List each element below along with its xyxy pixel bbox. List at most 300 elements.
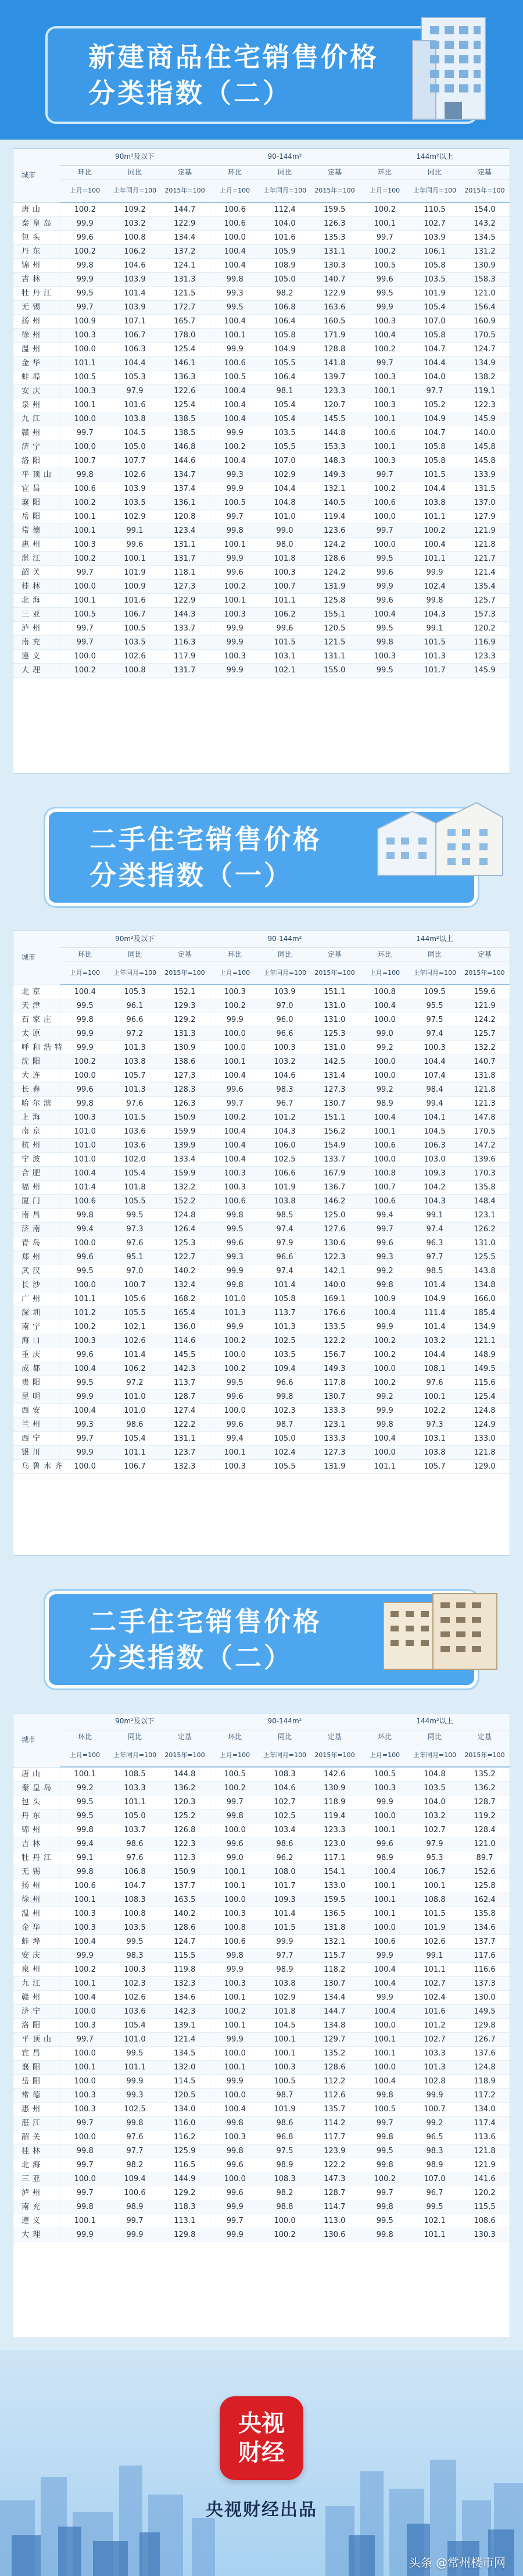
index-value: 99.9 bbox=[210, 552, 260, 566]
index-value: 122.3 bbox=[310, 1250, 360, 1264]
index-value: 170.5 bbox=[460, 1125, 510, 1139]
city-name: 金华 bbox=[13, 1921, 60, 1935]
index-value: 100.2 bbox=[60, 496, 110, 510]
col-mom-base: 上月=100 bbox=[60, 179, 110, 202]
index-value: 103.3 bbox=[410, 2047, 460, 2061]
index-value: 100.0 bbox=[60, 2047, 110, 2061]
index-value: 99.9 bbox=[60, 1949, 110, 1963]
index-value: 103.9 bbox=[260, 985, 310, 999]
index-value: 99.7 bbox=[60, 301, 110, 315]
index-value: 100.0 bbox=[260, 2214, 310, 2228]
index-value: 100.4 bbox=[360, 1977, 410, 1991]
city-name: 南充 bbox=[13, 636, 60, 650]
index-value: 178.0 bbox=[160, 329, 210, 343]
index-value: 134.9 bbox=[460, 357, 510, 370]
index-value: 100.3 bbox=[260, 2061, 310, 2075]
index-value: 137.2 bbox=[160, 245, 210, 259]
index-value: 101.3 bbox=[260, 1320, 310, 1334]
index-value: 101.0 bbox=[110, 1404, 160, 1418]
col-mom-base: 上月=100 bbox=[60, 1744, 110, 1767]
index-value: 124.1 bbox=[160, 259, 210, 273]
index-value: 99.1 bbox=[410, 622, 460, 636]
index-value: 136.5 bbox=[310, 1907, 360, 1921]
index-value: 99.7 bbox=[360, 357, 410, 370]
index-value: 113.0 bbox=[310, 2214, 360, 2228]
city-name: 惠州 bbox=[13, 538, 60, 552]
index-value: 112.6 bbox=[310, 2089, 360, 2103]
index-value: 106.3 bbox=[110, 343, 160, 357]
col-mom-base: 上月=100 bbox=[210, 179, 260, 202]
table-row bbox=[13, 202, 510, 217]
section-title-line1: 二手住宅销售价格 bbox=[89, 824, 322, 855]
index-value: 102.9 bbox=[260, 468, 310, 482]
col-mom-base: 上月=100 bbox=[360, 961, 410, 985]
index-value: 142.3 bbox=[160, 2005, 210, 2019]
index-value: 102.6 bbox=[110, 650, 160, 664]
cctv-finance-logo bbox=[220, 2396, 303, 2480]
city-name: 韶关 bbox=[13, 2130, 60, 2144]
index-value: 138.2 bbox=[460, 370, 510, 384]
city-name: 遵义 bbox=[13, 650, 60, 664]
city-name: 平顶山 bbox=[13, 468, 60, 482]
col-yoy-base: 上年同月=100 bbox=[260, 961, 310, 985]
table-row bbox=[13, 398, 510, 412]
index-value: 109.2 bbox=[110, 202, 160, 217]
index-value: 100.1 bbox=[260, 2033, 310, 2047]
index-value: 131.0 bbox=[310, 999, 360, 1013]
index-value: 115.6 bbox=[460, 1376, 510, 1390]
city-name: 襄阳 bbox=[13, 2061, 60, 2075]
index-value: 99.9 bbox=[60, 2228, 110, 2242]
index-value: 100.1 bbox=[360, 384, 410, 398]
index-value: 100.4 bbox=[210, 315, 260, 329]
index-value: 166.0 bbox=[460, 1292, 510, 1306]
col-yoy-base: 上年同月=100 bbox=[410, 961, 460, 985]
col-fixed-base: 2015年=100 bbox=[160, 1744, 210, 1767]
index-value: 100.5 bbox=[210, 1767, 260, 1782]
index-value: 99.6 bbox=[60, 1083, 110, 1097]
city-name: 大连 bbox=[13, 1069, 60, 1083]
index-value: 127.4 bbox=[160, 1404, 210, 1418]
index-value: 159.9 bbox=[160, 1125, 210, 1139]
index-value: 99.9 bbox=[110, 2228, 160, 2242]
index-value: 132.1 bbox=[310, 482, 360, 496]
index-value: 100.0 bbox=[210, 2089, 260, 2103]
index-value: 113.1 bbox=[160, 2214, 210, 2228]
index-value: 130.7 bbox=[310, 1097, 360, 1111]
index-value: 99.6 bbox=[210, 1390, 260, 1404]
table-row bbox=[13, 1027, 510, 1041]
index-value: 106.0 bbox=[260, 1139, 310, 1153]
table-row bbox=[13, 2117, 510, 2130]
table-row bbox=[13, 1041, 510, 1055]
watermark: 头条 @常州楼市网 bbox=[409, 2556, 506, 2570]
index-value: 101.5 bbox=[410, 1907, 460, 1921]
col-mom-base: 上月=100 bbox=[210, 961, 260, 985]
index-value: 100.4 bbox=[360, 999, 410, 1013]
col-yoy-base: 上年同月=100 bbox=[110, 1744, 160, 1767]
index-value: 100.5 bbox=[210, 370, 260, 384]
index-value: 100.0 bbox=[60, 2130, 110, 2144]
city-name: 吉林 bbox=[13, 273, 60, 287]
index-value: 99.2 bbox=[360, 1041, 410, 1055]
index-value: 104.9 bbox=[260, 343, 310, 357]
index-value: 131.4 bbox=[310, 1069, 360, 1083]
index-value: 99.6 bbox=[360, 1837, 410, 1851]
index-value: 99.8 bbox=[210, 524, 260, 538]
index-value: 106.3 bbox=[410, 1139, 460, 1153]
index-value: 139.9 bbox=[160, 1139, 210, 1153]
index-value: 100.4 bbox=[210, 2103, 260, 2117]
index-value: 97.4 bbox=[260, 1223, 310, 1237]
index-value: 103.5 bbox=[110, 636, 160, 650]
index-value: 131.5 bbox=[460, 482, 510, 496]
col-fixed: 定基 bbox=[160, 1730, 210, 1744]
index-value: 100.1 bbox=[210, 329, 260, 343]
table-row bbox=[13, 2103, 510, 2117]
index-value: 96.3 bbox=[410, 1237, 460, 1250]
index-value: 100.1 bbox=[110, 552, 160, 566]
index-value: 97.9 bbox=[110, 384, 160, 398]
index-value: 98.3 bbox=[110, 1949, 160, 1963]
index-value: 116.5 bbox=[160, 2158, 210, 2172]
col-mom-base: 上月=100 bbox=[210, 1744, 260, 1767]
index-value: 108.3 bbox=[260, 1767, 310, 1782]
index-value: 134.8 bbox=[460, 1278, 510, 1292]
table-row bbox=[13, 1139, 510, 1153]
index-value: 104.6 bbox=[260, 1069, 310, 1083]
col-mom-base: 上月=100 bbox=[360, 1744, 410, 1767]
index-value: 148.3 bbox=[310, 454, 360, 468]
index-value: 125.2 bbox=[160, 1809, 210, 1823]
index-value: 104.7 bbox=[410, 343, 460, 357]
index-value: 100.6 bbox=[210, 357, 260, 370]
index-value: 102.5 bbox=[260, 1809, 310, 1823]
index-value: 100.2 bbox=[360, 2172, 410, 2186]
city-name: 北京 bbox=[13, 985, 60, 999]
table-row bbox=[13, 1795, 510, 1809]
table-row bbox=[13, 412, 510, 426]
index-value: 101.0 bbox=[60, 1153, 110, 1167]
index-value: 102.2 bbox=[410, 1404, 460, 1418]
table-row bbox=[13, 2172, 510, 2186]
table-row bbox=[13, 482, 510, 496]
index-value: 100.0 bbox=[60, 2075, 110, 2089]
index-value: 100.6 bbox=[210, 202, 260, 217]
index-value: 99.2 bbox=[410, 2117, 460, 2130]
index-value: 103.1 bbox=[260, 650, 310, 664]
index-value: 117.8 bbox=[310, 1376, 360, 1390]
index-value: 101.6 bbox=[110, 594, 160, 608]
index-value: 106.7 bbox=[110, 1460, 160, 1474]
index-value: 105.4 bbox=[110, 1167, 160, 1181]
col-yoy-base: 上年同月=100 bbox=[410, 1744, 460, 1767]
col-mom: 环比 bbox=[210, 1730, 260, 1744]
index-value: 102.5 bbox=[260, 1153, 310, 1167]
index-value: 100.0 bbox=[60, 440, 110, 454]
city-name: 遵义 bbox=[13, 2214, 60, 2228]
index-value: 130.3 bbox=[460, 2228, 510, 2242]
index-value: 100.6 bbox=[360, 1935, 410, 1949]
table-row bbox=[13, 1264, 510, 1278]
index-value: 159.6 bbox=[460, 985, 510, 999]
index-value: 125.8 bbox=[460, 1879, 510, 1893]
index-value: 102.4 bbox=[410, 1991, 460, 2005]
index-value: 108.0 bbox=[260, 1865, 310, 1879]
index-value: 96.5 bbox=[410, 2130, 460, 2144]
index-value: 118.9 bbox=[460, 2075, 510, 2089]
index-value: 100.0 bbox=[210, 2047, 260, 2061]
index-value: 170.5 bbox=[460, 329, 510, 343]
index-value: 99.9 bbox=[60, 1041, 110, 1055]
price-index-table bbox=[13, 931, 510, 1474]
index-value: 100.6 bbox=[360, 1195, 410, 1209]
city-name: 常德 bbox=[13, 524, 60, 538]
section-title-line2: 分类指数（二） bbox=[88, 77, 292, 109]
index-value: 131.0 bbox=[460, 1237, 510, 1250]
index-value: 124.8 bbox=[160, 1209, 210, 1223]
col-yoy: 同比 bbox=[260, 947, 310, 961]
index-value: 160.9 bbox=[460, 315, 510, 329]
index-value: 137.7 bbox=[460, 1935, 510, 1949]
index-value: 99.5 bbox=[210, 1376, 260, 1390]
index-value: 100.4 bbox=[210, 384, 260, 398]
index-value: 172.7 bbox=[160, 301, 210, 315]
index-value: 101.5 bbox=[410, 636, 460, 650]
index-value: 98.2 bbox=[260, 287, 310, 301]
index-value: 102.6 bbox=[110, 468, 160, 482]
index-value: 121.9 bbox=[460, 2158, 510, 2172]
index-value: 137.4 bbox=[160, 482, 210, 496]
index-value: 165.7 bbox=[160, 315, 210, 329]
col-fixed: 定基 bbox=[310, 1730, 360, 1744]
col-yoy-base: 上年同月=100 bbox=[110, 961, 160, 985]
index-value: 98.0 bbox=[260, 538, 310, 552]
col-fixed: 定基 bbox=[460, 1730, 510, 1744]
index-value: 127.6 bbox=[310, 1223, 360, 1237]
index-value: 100.3 bbox=[60, 329, 110, 343]
index-value: 102.5 bbox=[260, 1334, 310, 1348]
index-value: 100.0 bbox=[60, 1460, 110, 1474]
index-value: 134.0 bbox=[460, 2103, 510, 2117]
index-value: 99.6 bbox=[210, 1237, 260, 1250]
index-value: 99.5 bbox=[360, 2144, 410, 2158]
index-value: 103.9 bbox=[110, 301, 160, 315]
index-value: 100.3 bbox=[210, 608, 260, 622]
index-value: 97.4 bbox=[410, 1223, 460, 1237]
index-value: 105.8 bbox=[410, 440, 460, 454]
index-value: 123.3 bbox=[310, 384, 360, 398]
city-name: 泸州 bbox=[13, 622, 60, 636]
index-value: 104.3 bbox=[260, 1125, 310, 1139]
city-name: 长春 bbox=[13, 1083, 60, 1097]
index-value: 123.6 bbox=[310, 524, 360, 538]
index-value: 95.1 bbox=[110, 1250, 160, 1264]
index-value: 123.9 bbox=[310, 2144, 360, 2158]
index-value: 147.3 bbox=[310, 2172, 360, 2186]
index-value: 99.6 bbox=[60, 1250, 110, 1264]
index-value: 100.3 bbox=[60, 2103, 110, 2117]
index-value: 109.5 bbox=[410, 985, 460, 999]
index-value: 134.9 bbox=[460, 1320, 510, 1334]
price-index-table bbox=[13, 1713, 510, 2242]
city-name: 南充 bbox=[13, 2200, 60, 2214]
index-value: 99.6 bbox=[360, 1237, 410, 1250]
city-name: 郑州 bbox=[13, 1250, 60, 1264]
index-value: 128.7 bbox=[310, 2186, 360, 2200]
index-value: 120.7 bbox=[310, 398, 360, 412]
table-row bbox=[13, 384, 510, 398]
index-value: 103.5 bbox=[410, 1782, 460, 1795]
index-value: 134.4 bbox=[310, 1991, 360, 2005]
index-value: 100.4 bbox=[360, 2005, 410, 2019]
index-value: 100.1 bbox=[210, 1446, 260, 1460]
index-value: 97.6 bbox=[410, 1376, 460, 1390]
index-value: 145.8 bbox=[460, 454, 510, 468]
index-value: 99.9 bbox=[60, 217, 110, 231]
index-value: 140.0 bbox=[310, 1278, 360, 1292]
index-value: 101.1 bbox=[110, 1446, 160, 1460]
index-value: 156.2 bbox=[310, 1125, 360, 1139]
index-value: 98.9 bbox=[110, 2200, 160, 2214]
index-value: 145.8 bbox=[460, 440, 510, 454]
index-value: 101.2 bbox=[410, 2019, 460, 2033]
index-value: 99.6 bbox=[210, 1837, 260, 1851]
index-value: 121.0 bbox=[460, 1837, 510, 1851]
index-value: 99.8 bbox=[360, 636, 410, 650]
index-value: 185.4 bbox=[460, 1306, 510, 1320]
index-value: 123.0 bbox=[310, 1837, 360, 1851]
index-value: 99.9 bbox=[360, 1949, 410, 1963]
index-value: 100.1 bbox=[360, 2033, 410, 2047]
index-value: 99.4 bbox=[60, 1223, 110, 1237]
index-value: 105.8 bbox=[410, 259, 460, 273]
index-value: 99.3 bbox=[360, 1250, 410, 1264]
index-value: 100.3 bbox=[210, 1167, 260, 1181]
index-value: 99.5 bbox=[360, 2214, 410, 2228]
city-name: 广州 bbox=[13, 1292, 60, 1306]
index-value: 97.5 bbox=[260, 2144, 310, 2158]
index-value: 134.6 bbox=[460, 1921, 510, 1935]
index-value: 115.5 bbox=[460, 2200, 510, 2214]
col-yoy-base: 上年同月=100 bbox=[260, 1744, 310, 1767]
index-value: 100.2 bbox=[60, 552, 110, 566]
col-city: 城市 bbox=[13, 931, 60, 985]
index-value: 99.8 bbox=[60, 259, 110, 273]
index-value: 99.9 bbox=[60, 273, 110, 287]
table-row bbox=[13, 650, 510, 664]
index-value: 101.4 bbox=[410, 1320, 460, 1334]
index-value: 122.7 bbox=[160, 1250, 210, 1264]
table-row bbox=[13, 552, 510, 566]
index-value: 99.8 bbox=[210, 1809, 260, 1823]
section-title-line1: 二手住宅销售价格 bbox=[89, 1606, 322, 1637]
city-name: 南昌 bbox=[13, 1209, 60, 1223]
index-value: 147.2 bbox=[460, 1139, 510, 1153]
index-value: 99.2 bbox=[360, 1083, 410, 1097]
index-value: 142.3 bbox=[160, 1362, 210, 1376]
table-row bbox=[13, 440, 510, 454]
logo-line1: 央视 bbox=[238, 2410, 285, 2437]
index-value: 99.9 bbox=[210, 1963, 260, 1977]
index-value: 142.1 bbox=[310, 1264, 360, 1278]
index-value: 133.0 bbox=[310, 1879, 360, 1893]
col-fixed: 定基 bbox=[160, 947, 210, 961]
index-value: 121.4 bbox=[460, 566, 510, 580]
index-value: 100.0 bbox=[360, 1153, 410, 1167]
index-value: 105.4 bbox=[110, 2019, 160, 2033]
index-value: 128.8 bbox=[310, 343, 360, 357]
index-value: 134.6 bbox=[160, 1991, 210, 2005]
index-value: 144.7 bbox=[160, 202, 210, 217]
index-value: 97.3 bbox=[110, 1223, 160, 1237]
index-value: 145.9 bbox=[460, 664, 510, 678]
index-value: 100.0 bbox=[360, 510, 410, 524]
index-value: 135.3 bbox=[310, 231, 360, 245]
index-value: 101.0 bbox=[210, 1292, 260, 1306]
index-value: 130.9 bbox=[160, 1041, 210, 1055]
table-row bbox=[13, 259, 510, 273]
index-value: 100.0 bbox=[60, 1069, 110, 1083]
index-value: 96.8 bbox=[260, 2130, 310, 2144]
index-value: 130.6 bbox=[310, 1237, 360, 1250]
table-row bbox=[13, 2200, 510, 2214]
index-value: 101.0 bbox=[60, 1125, 110, 1139]
city-name: 呼和浩特 bbox=[13, 1041, 60, 1055]
section-banner-new-homes-2 bbox=[0, 0, 523, 140]
index-value: 96.6 bbox=[260, 1250, 310, 1264]
index-value: 99.5 bbox=[60, 1795, 110, 1809]
index-value: 100.4 bbox=[360, 1865, 410, 1879]
index-value: 101.4 bbox=[410, 1278, 460, 1292]
index-value: 101.3 bbox=[110, 1041, 160, 1055]
index-value: 100.5 bbox=[60, 608, 110, 622]
index-value: 138.6 bbox=[160, 1055, 210, 1069]
col-fixed: 定基 bbox=[160, 165, 210, 179]
index-value: 103.1 bbox=[410, 1432, 460, 1446]
index-value: 105.4 bbox=[260, 412, 310, 426]
index-value: 148.4 bbox=[460, 1195, 510, 1209]
index-value: 100.6 bbox=[110, 2186, 160, 2200]
table-row bbox=[13, 329, 510, 343]
index-value: 100.6 bbox=[60, 1879, 110, 1893]
city-name: 贵阳 bbox=[13, 1376, 60, 1390]
index-value: 99.8 bbox=[60, 2144, 110, 2158]
index-value: 133.7 bbox=[310, 1153, 360, 1167]
index-value: 121.8 bbox=[460, 2144, 510, 2158]
index-value: 101.3 bbox=[110, 1083, 160, 1097]
index-value: 128.6 bbox=[310, 552, 360, 566]
index-value: 104.4 bbox=[410, 357, 460, 370]
index-value: 124.9 bbox=[460, 1418, 510, 1432]
index-value: 170.3 bbox=[460, 1167, 510, 1181]
city-name: 无锡 bbox=[13, 1865, 60, 1879]
index-value: 102.8 bbox=[410, 2075, 460, 2089]
index-value: 102.1 bbox=[410, 2214, 460, 2228]
city-name: 西宁 bbox=[13, 1432, 60, 1446]
index-value: 103.7 bbox=[110, 1823, 160, 1837]
col-mom: 环比 bbox=[360, 165, 410, 179]
index-value: 107.0 bbox=[410, 315, 460, 329]
city-name: 蚌埠 bbox=[13, 1935, 60, 1949]
index-value: 99.5 bbox=[60, 1264, 110, 1278]
index-value: 100.7 bbox=[110, 1278, 160, 1292]
col-group-medium: 90-144m² bbox=[210, 931, 360, 947]
index-value: 96.7 bbox=[410, 2186, 460, 2200]
index-value: 140.7 bbox=[460, 1055, 510, 1069]
index-value: 141.6 bbox=[460, 2172, 510, 2186]
index-value: 99.2 bbox=[60, 1782, 110, 1795]
